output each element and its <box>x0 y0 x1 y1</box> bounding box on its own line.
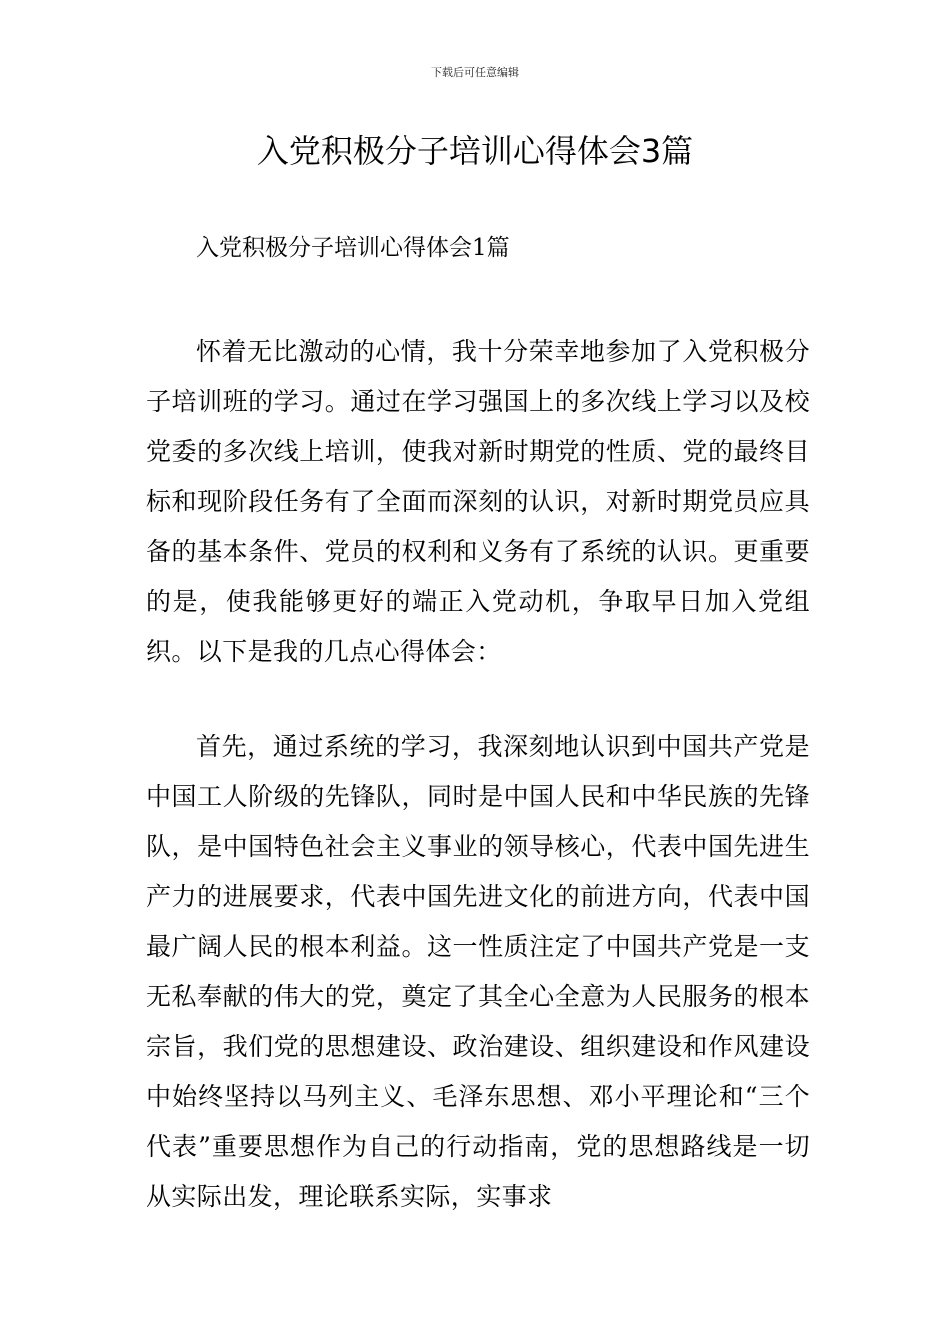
header-note: 下载后可任意编辑 <box>431 66 519 79</box>
document-title: 入党积极分子培训心得体会3篇 <box>256 132 694 170</box>
section-subtitle: 入党积极分子培训心得体会1篇 <box>196 235 510 261</box>
body-paragraph-2: 首先，通过系统的学习，我深刻地认识到中国共产党是中国工人阶级的先锋队，同时是中国人民和中华民族的先锋队，是中国特色社会主义事业的领导核心，代表中国先进生产力的进展要求，代表中国先进文化的前进方向，代表中国最广阔人民的根本利益。这一性质注定了中国共产党是一支无私奉献的伟大的党，奠定了其全心全意为人民服务的根本宗旨，我们党的思想建设、政治建设、组织建设和作风建设中始终坚持以马列主义、毛泽东思想、邓小平理论和“三个代表”重要思想作为自己的行动指南，党的思想路线是一切从实际出发，理论联系实际，实事求 <box>146 732 810 1211</box>
body-paragraph-1: 怀着无比激动的心情，我十分荣幸地参加了入党积极分子培训班的学习。通过在学习强国上的多次线上学习以及校党委的多次线上培训，使我对新时期党的性质、党的最终目标和现阶段任务有了全面而深刻的认识，对新时期党员应具备的基本条件、党员的权利和义务有了系统的认识。更重要的是，使我能够更好的端正入党动机，争取早日加入党组织。以下是我的几点心得体会： <box>146 337 810 666</box>
